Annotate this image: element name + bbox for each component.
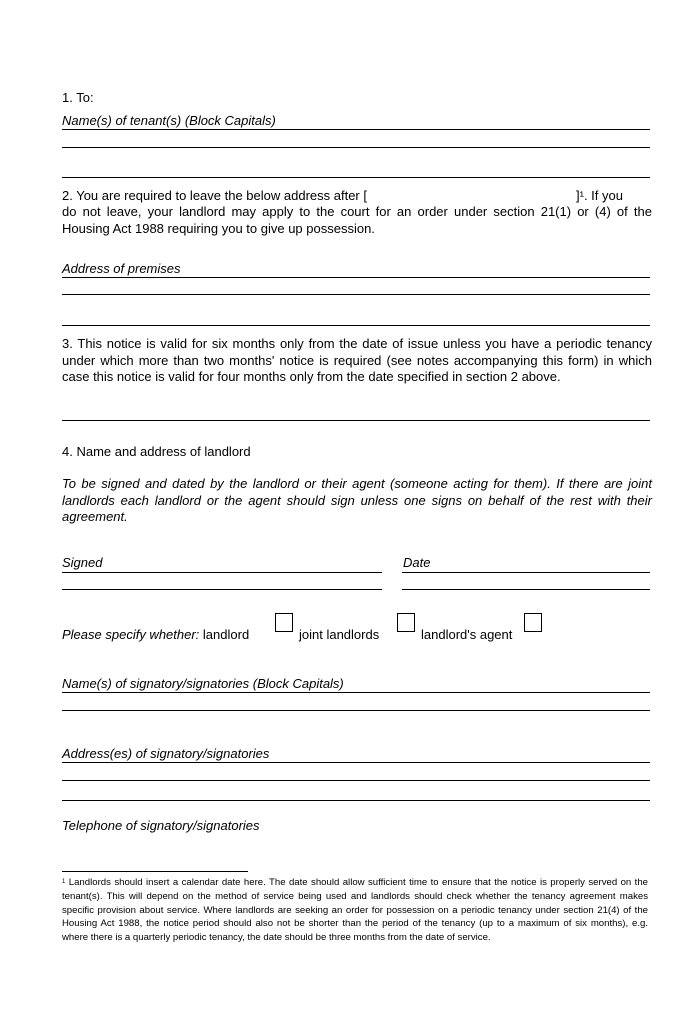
tenant-names-label: Name(s) of tenant(s) (Block Capitals): [62, 113, 276, 128]
tenant-names-line-1[interactable]: [62, 129, 650, 130]
tenant-names-line-2[interactable]: [62, 147, 650, 148]
section-1-heading: 1. To:: [62, 90, 94, 105]
signatory-address-label: Address(es) of signatory/signatories: [62, 746, 270, 761]
landlords-agent-checkbox[interactable]: [524, 613, 542, 632]
footnote-separator: [62, 871, 248, 872]
footnote-text: Landlords should insert a calendar date here. The date should allow sufficient time to ensure that the notice is properly served on the tenant(s). This will depend on the method of service being used and landlords should check whether the tenancy agreement makes specific provision about service. Where landlords are seeking an order for possession on a periodic tenancy under section 21(4) of the Housing Act 1988, the notice period should also not be shorter than the period of the tenancy (up to a maximum of six months), e.g. where there is a quarterly periodic tenancy, the date should be three months from the date of service.: [62, 877, 648, 944]
leave-date-intro: 2. You are required to leave the below address after [: [62, 188, 367, 203]
date-line-2[interactable]: [402, 589, 650, 590]
leave-date-closing: ]¹. If you: [576, 188, 623, 203]
specify-label: Please specify whether:: [62, 627, 200, 642]
signature-line-2[interactable]: [62, 589, 382, 590]
joint-landlords-option-label: joint landlords: [299, 627, 380, 642]
signed-label: Signed: [62, 555, 103, 570]
date-line-1[interactable]: [402, 572, 650, 573]
section-divider: [62, 325, 650, 326]
landlords-agent-option-label: landlord's agent: [421, 627, 513, 642]
section-divider: [62, 177, 650, 178]
footnote-marker: 1: [62, 879, 66, 885]
signature-line-1[interactable]: [62, 572, 382, 573]
premises-address-label: Address of premises: [62, 261, 181, 276]
section-3-body: 3. This notice is valid for six months only from the date of issue unless you have a periodic tenancy under which more than two months' notice is required (see notes accompanying this form) in which case this notice is valid for four months only from the date specified in section 2 above.: [62, 336, 652, 384]
landlord-checkbox[interactable]: [275, 613, 293, 632]
signatory-names-line-1[interactable]: [62, 692, 650, 693]
signatory-names-label: Name(s) of signatory/signatories (Block Capitals): [62, 676, 344, 691]
date-label: Date: [403, 555, 431, 570]
signatory-names-line-2[interactable]: [62, 710, 650, 711]
section-2-body: do not leave, your landlord may apply to the court for an order under section 21(1) or (4) of the Housing Act 1988 requiring you to give up possession.: [62, 204, 652, 236]
signatory-address-line-3[interactable]: [62, 800, 650, 801]
signatory-address-line-1[interactable]: [62, 762, 650, 763]
footnote: [62, 876, 648, 945]
section-divider: [62, 420, 650, 421]
joint-landlords-checkbox[interactable]: [397, 613, 415, 632]
signing-instruction: To be signed and dated by the landlord or their agent (someone acting for them). If there are joint landlords each landlord or the agent should sign unless one signs on behalf of the rest with their agreement.: [62, 476, 652, 524]
signatory-address-line-2[interactable]: [62, 780, 650, 781]
premises-address-line-2[interactable]: [62, 294, 650, 295]
premises-address-line-1[interactable]: [62, 277, 650, 278]
landlord-option-label: landlord: [202, 627, 250, 642]
section-4-heading: 4. Name and address of landlord: [62, 444, 251, 459]
signatory-type-row: [62, 626, 249, 643]
signatory-telephone-label: Telephone of signatory/signatories: [62, 818, 260, 833]
